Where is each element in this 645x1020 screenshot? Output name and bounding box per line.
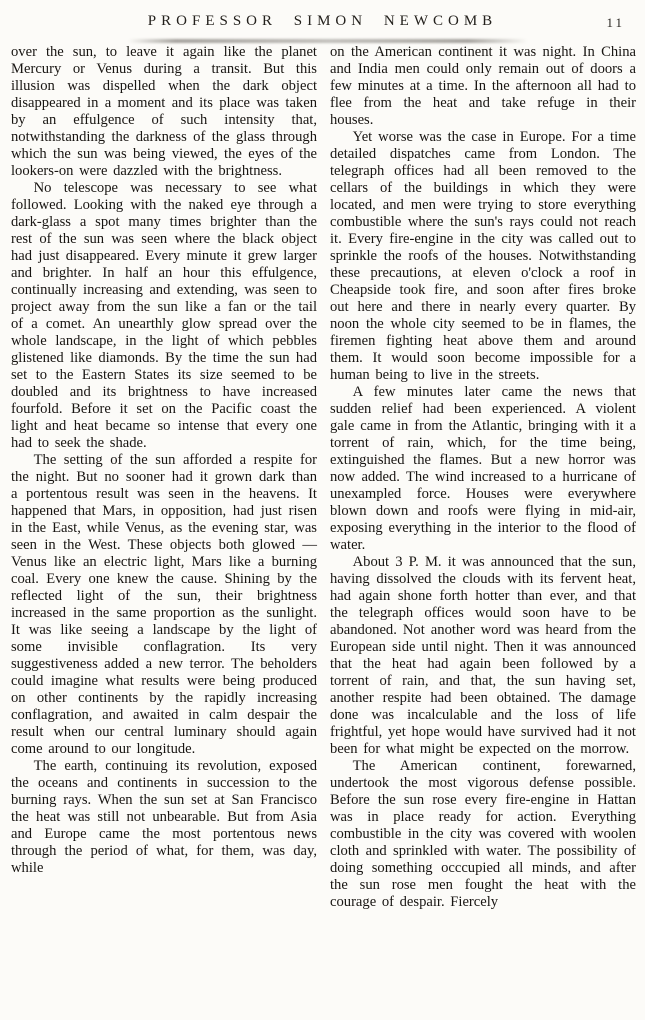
paragraph: The earth, continuing its revolution, exposed the oceans and continents in succession to the burning rays. When the sun set at San Francisco the heat was still not unbearable. But from Asia and Europe came the most portentous news through the period of what, for them, was day, while — [11, 758, 317, 876]
paragraph: No telescope was necessary to see what followed. Looking with the naked eye through a dark-glass a spot many times brighter than the rest of the sun was seen where the black object had just disappeared. Every minute it grew larger and brighter. In half an hour this effulgence, continually increasing and extending, was seen to project away from the sun like a fan or the tail of a comet. An unearthly glow spread over the whole landscape, in the light of which pebbles glistened like diamonds. By the time the sun had set to the Eastern States its size seemed to be doubled and its brightness to have increased fourfold. Before it set on the Pacific coast the light and heat became so intense that every one had to seek the shade. — [11, 180, 317, 451]
page-number: 11 — [606, 15, 625, 30]
text-columns — [0, 41, 645, 911]
paragraph: About 3 P. M. it was announced that the sun, having dissolved the clouds with its fervent heat, had again shone forth hotter than ever, and that the telegraph offices would soon have to be abandoned. Not another word was heard from the European side until night. Then it was announced that the heat had again been followed by a torrent of rain, and that, the sun having set, another respite had been obtained. The damage done was incalculable and the loss of life frightful, yet hope would have survived had it not been for what might be expected on the morrow. — [330, 554, 636, 757]
left-column — [11, 44, 317, 911]
paragraph: over the sun, to leave it again like the planet Mercury or Venus during a transit. But this illusion was dispelled when the dark object disappeared in a moment and its place was taken by an effulgence of such intensity that, notwithstanding the darkness of the glass through which the sun was being viewed, the eyes of the lookers-on were dazzled with the brightness. — [11, 44, 317, 179]
running-header — [0, 0, 645, 41]
paragraph: A few minutes later came the news that sudden relief had been experienced. A violent gale came in from the Atlantic, bringing with it a torrent of rain, which, for the time being, extinguished the flames. But a new horror was now added. The wind increased to a hurricane of unexampled force. Houses were everywhere blown down and roofs were flying in mid-air, exposing everything in the interior to the flood of water. — [330, 384, 636, 553]
right-column — [330, 44, 636, 911]
running-header-title: PROFESSOR SIMON NEWCOMB — [147, 13, 498, 29]
paragraph: The setting of the sun afforded a respite for the night. But no sooner had it grown dark than a portentous result was seen in the heavens. It happened that Mars, in opposition, had just risen in the East, while Venus, as the evening star, was seen in the West. These objects both glowed — Venus like an electric light, Mars like a burning coal. Every one knew the cause. Shining by the reflected light of the sun, their brightness increased in the same proportion as the sunlight. It was like seeing a landscape by the light of some invisible conflagration. Its very suggestiveness added a new terror. The beholders could imagine what results were being produced on other continents by the rapidly increasing conflagration, and awaited in calm despair the result when our central luminary should again come around to our longitude. — [11, 452, 317, 757]
paragraph: The American continent, forewarned, undertook the most vigorous defense possible. Before the sun rose every fire-engine in Hattan was in place ready for action. Everything combustible in the city was covered with woolen cloth and sprinkled with water. The possibility of doing something occcupied all minds, and after the sun rose men fought the heat with the courage of despair. Fiercely — [330, 758, 636, 910]
paragraph: on the American continent it was night. In China and India men could only remain out of doors a few minutes at a time. In the afternoon all had to flee from the heat and take refuge in their houses. — [330, 44, 636, 128]
paragraph: Yet worse was the case in Europe. For a time detailed dispatches came from London. The telegraph offices had all been removed to the cellars of the buildings in which they were located, and men were trying to store everything combustible where the sun's rays could not reach it. Every fire-engine in the city was called out to sprinkle the roofs of the houses. Notwithstanding these precautions, at eleven o'clock a roof in Cheapside took fire, and soon after fires broke out here and there in nearly every quarter. By noon the whole city seemed to be in flames, the firemen fighting heat above them and around them. It would soon become impossible for a human being to live in the streets. — [330, 129, 636, 383]
header-underline-smudge — [128, 39, 528, 43]
